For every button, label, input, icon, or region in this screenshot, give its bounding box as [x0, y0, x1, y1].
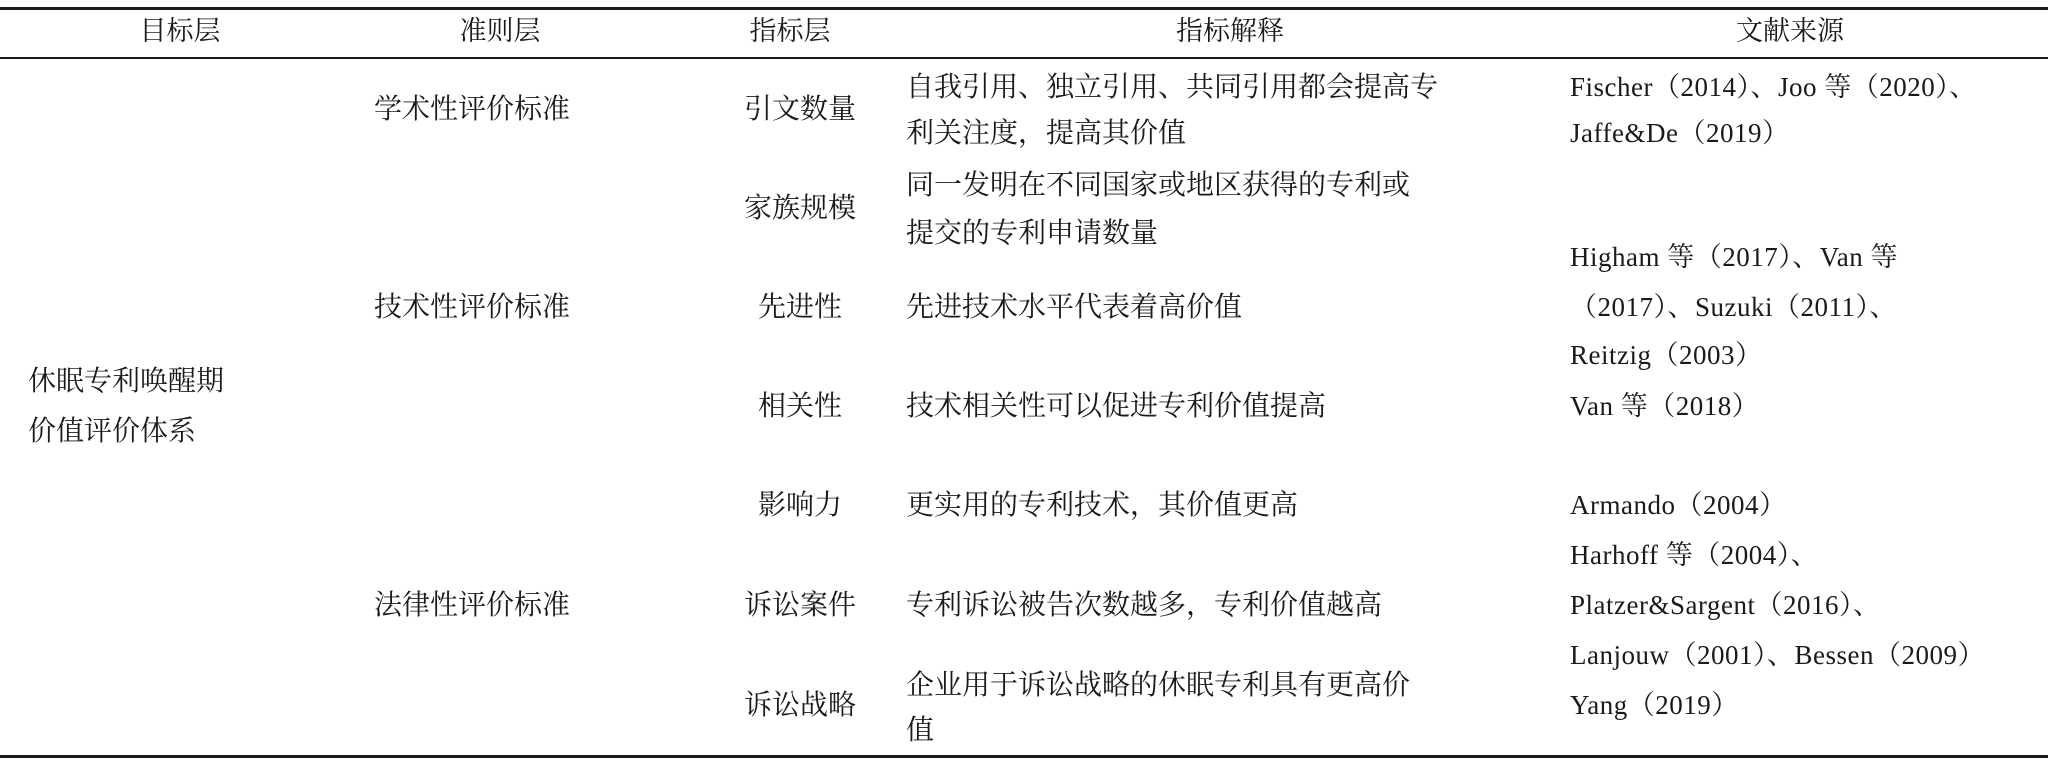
source-legal-line-1: Harhoff 等（2004）、 — [1570, 540, 1819, 570]
table-top-rule — [0, 7, 2048, 10]
source-legal-line-3: Lanjouw（2001）、Bessen（2009） — [1570, 640, 1985, 670]
explanation-litigation-cases: 专利诉讼被告次数越多，专利价值越高 — [906, 588, 1383, 621]
explanation-family-size-line-2: 提交的专利申请数量 — [906, 216, 1159, 249]
indicator-advancement: 先进性 — [757, 290, 842, 323]
criterion-technical: 技术性评价标准 — [374, 290, 571, 323]
explanation-influence: 更实用的专利技术，其价值更高 — [906, 488, 1299, 521]
criterion-legal: 法律性评价标准 — [374, 588, 571, 621]
explanation-family-size-line-1: 同一发明在不同国家或地区获得的专利或 — [906, 168, 1411, 201]
source-legal-line-2: Platzer&Sargent（2016）、 — [1570, 590, 1881, 620]
explanation-relevance: 技术相关性可以促进专利价值提高 — [906, 389, 1327, 422]
indicator-litigation-cases: 诉讼案件 — [743, 588, 856, 621]
criterion-academic: 学术性评价标准 — [374, 92, 571, 125]
indicator-influence: 影响力 — [757, 488, 842, 521]
source-technical-line-3: Reitzig（2003） — [1570, 340, 1763, 370]
source-legal-line-4: Yang（2019） — [1570, 690, 1739, 720]
header-target-layer: 目标层 — [139, 16, 221, 47]
header-indicator-layer: 指标层 — [749, 16, 831, 47]
source-relevance: Van 等（2018） — [1570, 391, 1760, 421]
indicator-relevance: 相关性 — [757, 389, 842, 422]
target-layer-line-1: 休眠专利唤醒期 — [28, 364, 225, 397]
source-technical-line-2: （2017）、Suzuki（2011）、 — [1570, 292, 1897, 322]
header-explanation: 指标解释 — [1176, 16, 1284, 47]
source-academic-line-2: Jaffe&De（2019） — [1570, 118, 1790, 148]
header-source: 文献来源 — [1736, 16, 1844, 47]
indicator-citations: 引文数量 — [743, 92, 856, 125]
explanation-advancement: 先进技术水平代表着高价值 — [906, 290, 1243, 323]
source-academic-line-1: Fischer（2014）、Joo 等（2020）、 — [1570, 72, 1977, 102]
indicator-family-size: 家族规模 — [743, 191, 856, 224]
target-layer-line-2: 价值评价体系 — [28, 414, 197, 447]
indicator-litigation-strategy: 诉讼战略 — [743, 688, 856, 721]
explanation-citations-line-1: 自我引用、独立引用、共同引用都会提高专 — [906, 70, 1439, 103]
explanation-litigation-strategy-line-1: 企业用于诉讼战略的休眠专利具有更高价 — [906, 668, 1411, 701]
table-bottom-rule — [0, 755, 2048, 758]
header-criterion-layer: 准则层 — [459, 16, 541, 47]
explanation-citations-line-2: 利关注度，提高其价值 — [906, 116, 1187, 149]
source-technical-line-1: Higham 等（2017）、Van 等 — [1570, 242, 1898, 272]
explanation-litigation-strategy-line-2: 值 — [906, 713, 935, 746]
table-header-rule — [0, 57, 2048, 59]
source-influence: Armando（2004） — [1570, 490, 1787, 520]
